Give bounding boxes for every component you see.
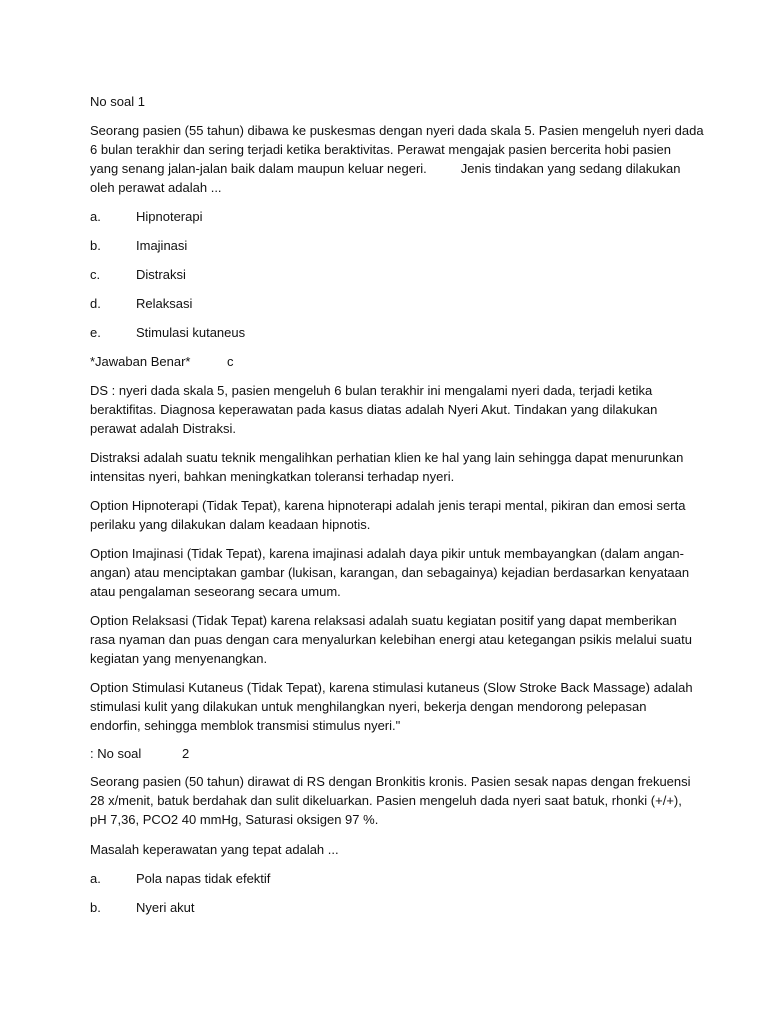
q1-relaksasi-paragraph: Option Relaksasi (Tidak Tepat) karena relaksasi adalah suatu kegiatan positif yang dapat memberikan rasa nyaman dan puas dengan cara menyalurkan kelebihan energi atau ketegangan psikis melalui suatu kegiatan yang menyenangkan.	[90, 613, 693, 666]
q2-heading: : No soal 2	[90, 746, 190, 761]
q1-stem-line: Seorang pasien (55 tahun) dibawa ke puskesmas dengan nyeri dada skala 5. Pasien mengeluh nyeri dada	[90, 123, 704, 138]
q1-ds-paragraph: DS : nyeri dada skala 5, pasien mengeluh 6 bulan terakhir ini mengalami nyeri dada, terjadi ketika beraktifitas. Diagnosa keperawatan pada kasus diatas adalah Nyeri Akut. Tindakan yang dilakukan perawat adalah Distraksi.	[90, 383, 658, 436]
answer-label: *Jawaban Benar*	[90, 354, 191, 369]
q1-imajinasi-paragraph: Option Imajinasi (Tidak Tepat), karena imajinasi adalah daya pikir untuk membayangkan (dalam angan- angan) atau menciptakan gambar (lukisan, karangan, dan sebagainya) kejadian berdasarkan kenyataan atau pengalaman seseorang secara umum.	[90, 546, 690, 599]
q1-hipnoterapi-paragraph: Option Hipnoterapi (Tidak Tepat), karena hipnoterapi adalah jenis terapi mental, pikiran dan emosi serta perilaku yang dilakukan dalam keadaan hipnotis.	[90, 498, 686, 532]
q2-option-a: a. Pola napas tidak efektif	[90, 871, 271, 886]
q1-option-d: d. Relaksasi	[90, 296, 193, 311]
q1-stimulasi-paragraph: Option Stimulasi Kutaneus (Tidak Tepat), karena stimulasi kutaneus (Slow Stroke Back Massage) adalah stimulasi kulit yang dilakukan untuk menghilangkan nyeri, bekerja dengan mendorong pelepasan endorfin, sehingga memblok transmisi stimulus nyeri."	[90, 680, 693, 733]
q1-stem	[90, 121, 704, 197]
answer-value: c	[227, 354, 234, 369]
q1-option-c: c. Distraksi	[90, 267, 186, 282]
q1-option-b: b. Imajinasi	[90, 238, 188, 253]
q1-option-a: a. Hipnoterapi	[90, 209, 203, 224]
q1-stem-line: 6 bulan terakhir dan sering terjadi ketika beraktivitas. Perawat mengajak pasien bercerita hobi pasien	[90, 142, 671, 157]
q2-stem: Seorang pasien (50 tahun) dirawat di RS dengan Bronkitis kronis. Pasien sesak napas dengan frekuensi 28 x/menit, batuk berdahak dan sulit dikeluarkan. Pasien mengeluh dada nyeri saat batuk, rhonki (+/+), pH 7,36, PCO2 40 mmHg, Saturasi oksigen 97 %.	[90, 774, 691, 827]
q1-stem-line: yang senang jalan-jalan baik dalam maupun keluar negeri. Jenis tindakan yang sedang dilakukan	[90, 161, 681, 176]
q2-question: Masalah keperawatan yang tepat adalah ...	[90, 842, 339, 857]
q1-answer	[90, 352, 690, 371]
q1-heading: No soal 1	[90, 94, 145, 109]
q2-option-b: b. Nyeri akut	[90, 900, 195, 915]
q1-option-e: e. Stimulasi kutaneus	[90, 325, 246, 340]
q1-distraksi-paragraph: Distraksi adalah suatu teknik mengalihkan perhatian klien ke hal yang lain sehingga dapat menurunkan intensitas nyeri, bahkan meningkatkan toleransi terhadap nyeri.	[90, 450, 684, 484]
q1-stem-line: oleh perawat adalah ...	[90, 180, 222, 195]
